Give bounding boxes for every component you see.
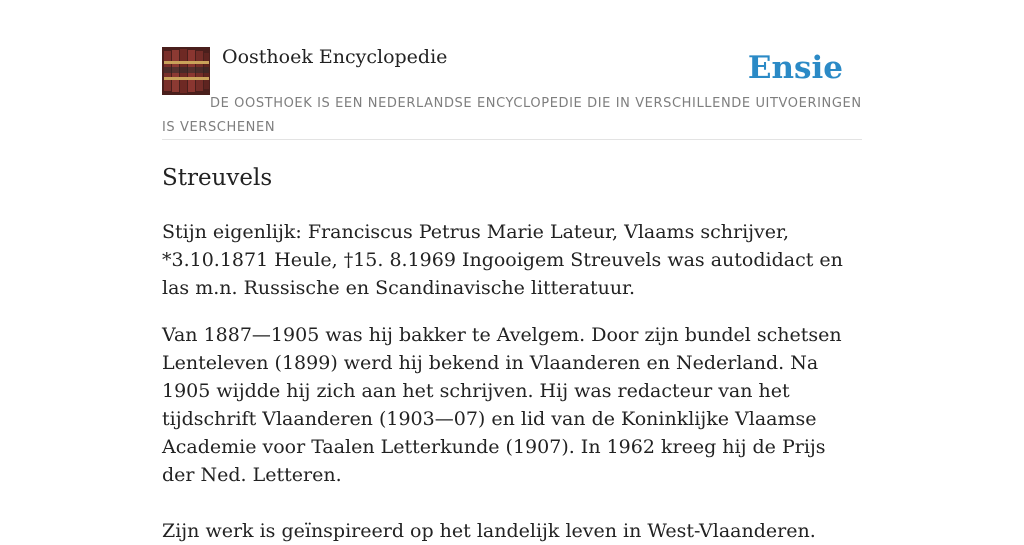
ensie-logo[interactable]: Ensie <box>747 50 843 86</box>
site-title[interactable]: Oosthoek Encyclopedie <box>222 46 448 68</box>
article-paragraph-1: Stijn eigenlijk: Franciscus Petrus Marie Lateur, Vlaams schrijver, *3.10.1871 Heule, †15. 8.1969 Ingooigem Streuvels was autodidact en las m.n. Russische en Scandinavische litteratuur. <box>162 221 843 299</box>
site-header <box>162 44 862 140</box>
article-paragraph-2: Van 1887—1905 was hij bakker te Avelgem. Door zijn bundel schetsen Lenteleven (1899) werd hij bekend in Vlaanderen en Nederland. Na 1905 wijdde hij zich aan het schrijven. Hij was redacteur van het tijdschrift Vlaanderen (1903—07) en lid van de Koninklijke Vlaamse Academie voor Taalen Letterkunde (1907). In 1962 kreeg hij de Prijs der Ned. Letteren. <box>162 324 842 486</box>
books-icon <box>162 47 210 95</box>
article-title: Streuvels <box>162 165 273 191</box>
article-paragraph-3: Zijn werk is geïnspireerd op het landelijk leven in West-Vlaanderen. <box>162 520 816 542</box>
encyclopedia-books-avatar[interactable] <box>162 47 210 95</box>
article <box>162 160 862 545</box>
site-tagline: DE OOSTHOEK IS EEN NEDERLANDSE ENCYCLOPEDIE DIE IN VERSCHILLENDE UITVOERINGEN IS VERSCHENEN <box>162 96 862 135</box>
